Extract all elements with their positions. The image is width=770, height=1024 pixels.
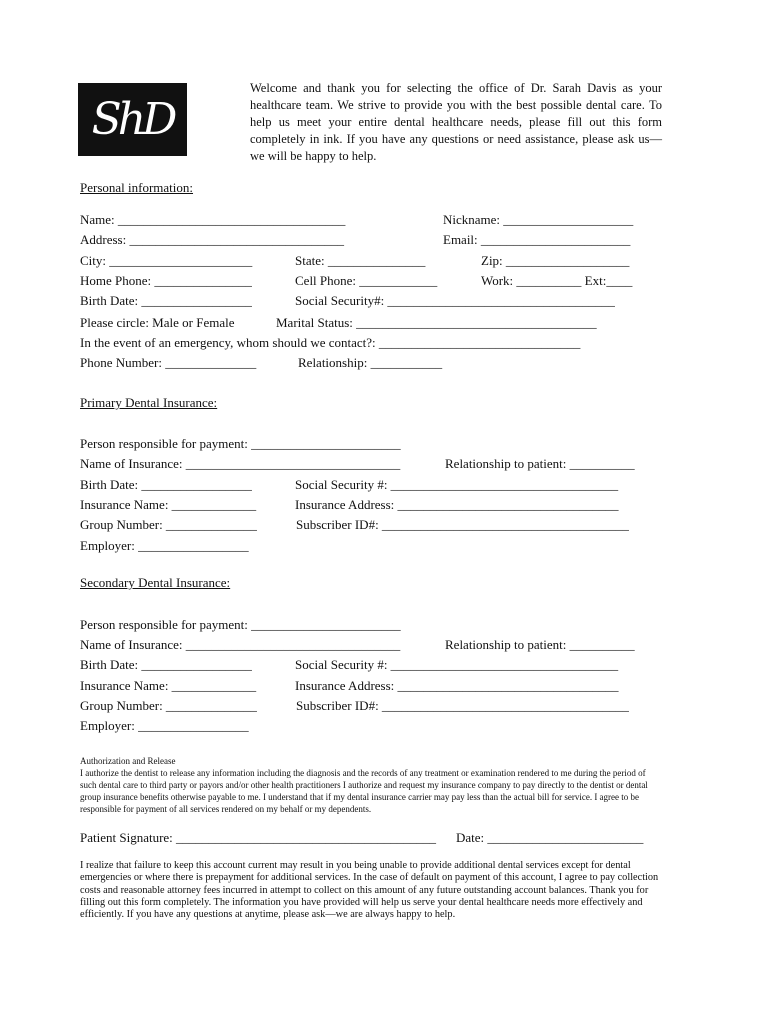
- personal-heading: Personal information:: [80, 180, 194, 195]
- secondary-group-number-field[interactable]: Group Number: ______________: [80, 698, 257, 713]
- emergency-relationship-field[interactable]: Relationship: ___________: [298, 355, 443, 370]
- primary-birth-date-field[interactable]: Birth Date: _________________: [80, 477, 252, 492]
- email-field[interactable]: Email: _______________________: [443, 232, 631, 247]
- primary-employer-field[interactable]: Employer: _________________: [80, 538, 249, 553]
- secondary-subscriber-id-field[interactable]: Subscriber ID#: ______________________________________: [296, 698, 629, 713]
- work-phone-field[interactable]: Work: __________ Ext:____: [481, 273, 633, 288]
- primary-responsible-field[interactable]: Person responsible for payment: _______________________: [80, 436, 401, 451]
- secondary-ins-address-field[interactable]: Insurance Address: __________________________________: [295, 678, 619, 693]
- signature-date-field[interactable]: Date: ________________________: [456, 830, 644, 845]
- emergency-contact-field[interactable]: In the event of an emergency, whom should we contact?: _______________________________: [80, 335, 581, 350]
- state-field[interactable]: State: _______________: [295, 253, 426, 268]
- practice-logo: [78, 83, 187, 156]
- primary-insurance-name-field[interactable]: Name of Insurance: _________________________________: [80, 456, 401, 471]
- name-field[interactable]: Name: ___________________________________: [80, 212, 346, 227]
- primary-relationship-field[interactable]: Relationship to patient: __________: [445, 456, 635, 471]
- primary-group-number-field[interactable]: Group Number: ______________: [80, 517, 257, 532]
- secondary-ssn-field[interactable]: Social Security #: ___________________________________: [295, 657, 619, 672]
- authorization-text: I authorize the dentist to release any information including the diagnosis and the records of any treatment or examination rendered to me during the period of such dental care to third party or payors and/or other health practitioners I authorize and request my insurance company to pay directly to the dentist or dental group insurance benefits otherwise payable to me. I understand that if my dental insurance carrier may pay less than the actual bill for service. I agree to be responsible for payment of all services rendered on my behalf or my dependents.: [80, 768, 648, 814]
- secondary-birth-date-field[interactable]: Birth Date: _________________: [80, 657, 252, 672]
- emergency-phone-field[interactable]: Phone Number: ______________: [80, 355, 257, 370]
- primary-ssn-field[interactable]: Social Security #: ___________________________________: [295, 477, 619, 492]
- address-field[interactable]: Address: _________________________________: [80, 232, 344, 247]
- patient-signature-field[interactable]: Patient Signature: ________________________________________: [80, 830, 437, 845]
- nickname-field[interactable]: Nickname: ____________________: [443, 212, 634, 227]
- secondary-insurance-heading: Secondary Dental Insurance:: [80, 575, 231, 590]
- secondary-ins-name-field[interactable]: Insurance Name: _____________: [80, 678, 257, 693]
- home-phone-field[interactable]: Home Phone: _______________: [80, 273, 252, 288]
- marital-status-field[interactable]: Marital Status: _____________________________________: [276, 315, 597, 330]
- zip-field[interactable]: Zip: ___________________: [481, 253, 630, 268]
- logo-text: ShD: [91, 94, 174, 145]
- intro-paragraph: Welcome and thank you for selecting the office of Dr. Sarah Davis as your healthcare team. We strive to provide you with the best possible dental care. To help us meet your entire dental healthcare needs, please fill out this form completely in ink. If you have any questions or need assistance, please ask us—we will be happy to help.: [250, 81, 662, 163]
- primary-ins-address-field[interactable]: Insurance Address: __________________________________: [295, 497, 619, 512]
- cell-phone-field[interactable]: Cell Phone: ____________: [295, 273, 438, 288]
- primary-insurance-heading: Primary Dental Insurance:: [80, 395, 218, 410]
- ssn-field[interactable]: Social Security#: ___________________________________: [295, 293, 615, 308]
- gender-field[interactable]: Please circle: Male or Female: [80, 315, 235, 330]
- secondary-responsible-field[interactable]: Person responsible for payment: _______________________: [80, 617, 401, 632]
- secondary-employer-field[interactable]: Employer: _________________: [80, 718, 249, 733]
- secondary-relationship-field[interactable]: Relationship to patient: __________: [445, 637, 635, 652]
- secondary-insurance-name-field[interactable]: Name of Insurance: _________________________________: [80, 637, 401, 652]
- birth-date-field[interactable]: Birth Date: _________________: [80, 293, 252, 308]
- primary-ins-name-field[interactable]: Insurance Name: _____________: [80, 497, 257, 512]
- primary-subscriber-id-field[interactable]: Subscriber ID#: ______________________________________: [296, 517, 629, 532]
- authorization-title: Authorization and Release: [80, 756, 176, 766]
- city-field[interactable]: City: ______________________: [80, 253, 253, 268]
- closing-paragraph: I realize that failure to keep this account current may result in you being unable to provide additional dental services except for dental emergencies or where there is prepayment for additional services. In the case of default on payment of this account, I agree to pay collection costs and reasonable attorney fees incurred in attempt to collect on this amount of any future outstanding account balances. Thank you for filling out this form completely. The information you have provided will help us serve your dental healthcare needs more effectively and efficiently. If you have any questions at anytime, please ask—we are always happy to help.: [80, 860, 659, 921]
